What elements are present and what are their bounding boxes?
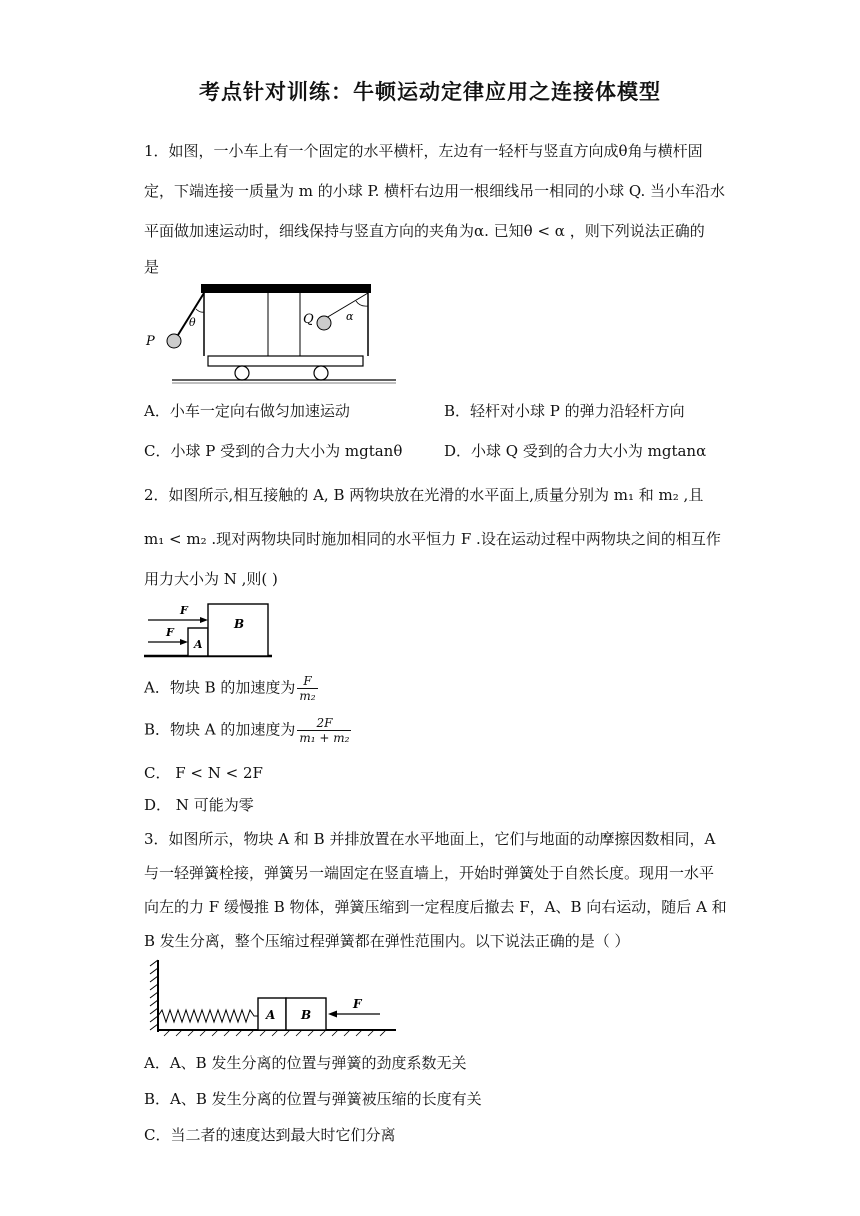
q3-option-a: A．A、B 发生分离的位置与弹簧的劲度系数无关 bbox=[144, 1054, 467, 1072]
label-theta: θ bbox=[189, 316, 196, 329]
ball-p bbox=[167, 334, 181, 348]
q1-cart-figure bbox=[146, 280, 400, 390]
q1-option-a: A．小车一定向右做匀加速运动 bbox=[144, 402, 350, 420]
q2-option-a bbox=[144, 674, 318, 703]
q3-option-c: C．当二者的速度达到最大时它们分离 bbox=[144, 1126, 396, 1144]
q1-line-3: 平面做加速运动时，细线保持与竖直方向的夹角为α. 已知θ < α ，则下列说法正确的 bbox=[144, 222, 705, 240]
q1-option-c: C．小球 P 受到的合力大小为 mgtanθ bbox=[144, 442, 403, 460]
fraction-f-over-m2: $\frac{F}{\text{m₂}}$ bbox=[299, 674, 316, 703]
q2-option-d: D． N 可能为零 bbox=[144, 796, 254, 814]
q2-option-b-text: B．物块 A 的加速度为 bbox=[144, 720, 296, 739]
q2-line-2: m₁ < m₂ .现对两物块同时施加相同的水平恒力 F .设在运动过程中两物块之间的相互作 bbox=[144, 530, 721, 548]
label-f-top: F bbox=[180, 604, 188, 617]
label-f-bottom: F bbox=[166, 626, 174, 639]
q2-option-a-text: A．物块 B 的加速度为 bbox=[144, 678, 296, 697]
label-q: Q bbox=[303, 312, 314, 327]
q3-line-2: 与一轻弹簧栓接，弹簧另一端固定在竖直墙上，开始时弹簧处于自然长度。现用一水平 bbox=[144, 864, 715, 882]
q3-option-b: B．A、B 发生分离的位置与弹簧被压缩的长度有关 bbox=[144, 1090, 482, 1108]
label-a: A bbox=[194, 638, 203, 651]
label-f: F bbox=[353, 997, 362, 1011]
force-arrow-b bbox=[200, 617, 208, 623]
q2-line-1: 2．如图所示,相互接触的 A, B 两物块放在光滑的水平面上,质量分别为 m₁ 和 m₂ ,且 bbox=[144, 486, 704, 504]
page-title: 考点针对训练：牛顿运动定律应用之连接体模型 bbox=[199, 80, 661, 104]
q3-line-4: B 发生分离，整个压缩过程弹簧都在弹性范围内。以下说法正确的是（ ） bbox=[144, 932, 630, 950]
label-b: B bbox=[301, 1008, 312, 1022]
horizontal-crossbar bbox=[201, 284, 371, 293]
q3-line-3: 向左的力 F 缓慢推 B 物体，弹簧压缩到一定程度后撤去 F，A、B 向右运动，随后 A 和 bbox=[144, 898, 727, 916]
q1-line-2: 定，下端连接一质量为 m 的小球 P. 横杆右边用一根细线吊一相同的小球 Q. 当小车沿水 bbox=[144, 182, 725, 200]
q1-line-4: 是 bbox=[144, 258, 160, 276]
q3-spring-figure bbox=[144, 956, 404, 1036]
spring bbox=[158, 1010, 258, 1022]
q2-blocks-figure bbox=[144, 598, 284, 658]
q2-line-3: 用力大小为 N ,则( ) bbox=[144, 570, 278, 588]
force-arrow-a bbox=[180, 639, 188, 645]
ball-q bbox=[317, 316, 331, 330]
force-arrow-left bbox=[328, 1011, 337, 1018]
cart-wheel-left bbox=[235, 366, 249, 380]
q3-line-1: 3．如图所示，物块 A 和 B 并排放置在水平地面上，它们与地面的动摩擦因数相同，A bbox=[144, 830, 716, 848]
q1-line-1: 1．如图，一小车上有一个固定的水平横杆，左边有一轻杆与竖直方向成θ角与横杆固 bbox=[144, 142, 703, 160]
label-alpha: α bbox=[346, 310, 354, 323]
q2-option-b bbox=[144, 716, 351, 745]
q1-option-b: B．轻杆对小球 P 的弹力沿轻杆方向 bbox=[444, 402, 685, 420]
cart-deck bbox=[208, 356, 363, 366]
fraction-2f-over-sum: $\frac{2F}{\text{m₁ + m₂}}$ bbox=[299, 716, 350, 745]
q2-option-c: C． F < N < 2F bbox=[144, 764, 263, 782]
q1-option-d: D．小球 Q 受到的合力大小为 mgtanα bbox=[444, 442, 707, 460]
label-a: A bbox=[266, 1008, 276, 1022]
label-p: P bbox=[146, 334, 155, 349]
label-b: B bbox=[234, 617, 245, 631]
cart-wheel-right bbox=[314, 366, 328, 380]
